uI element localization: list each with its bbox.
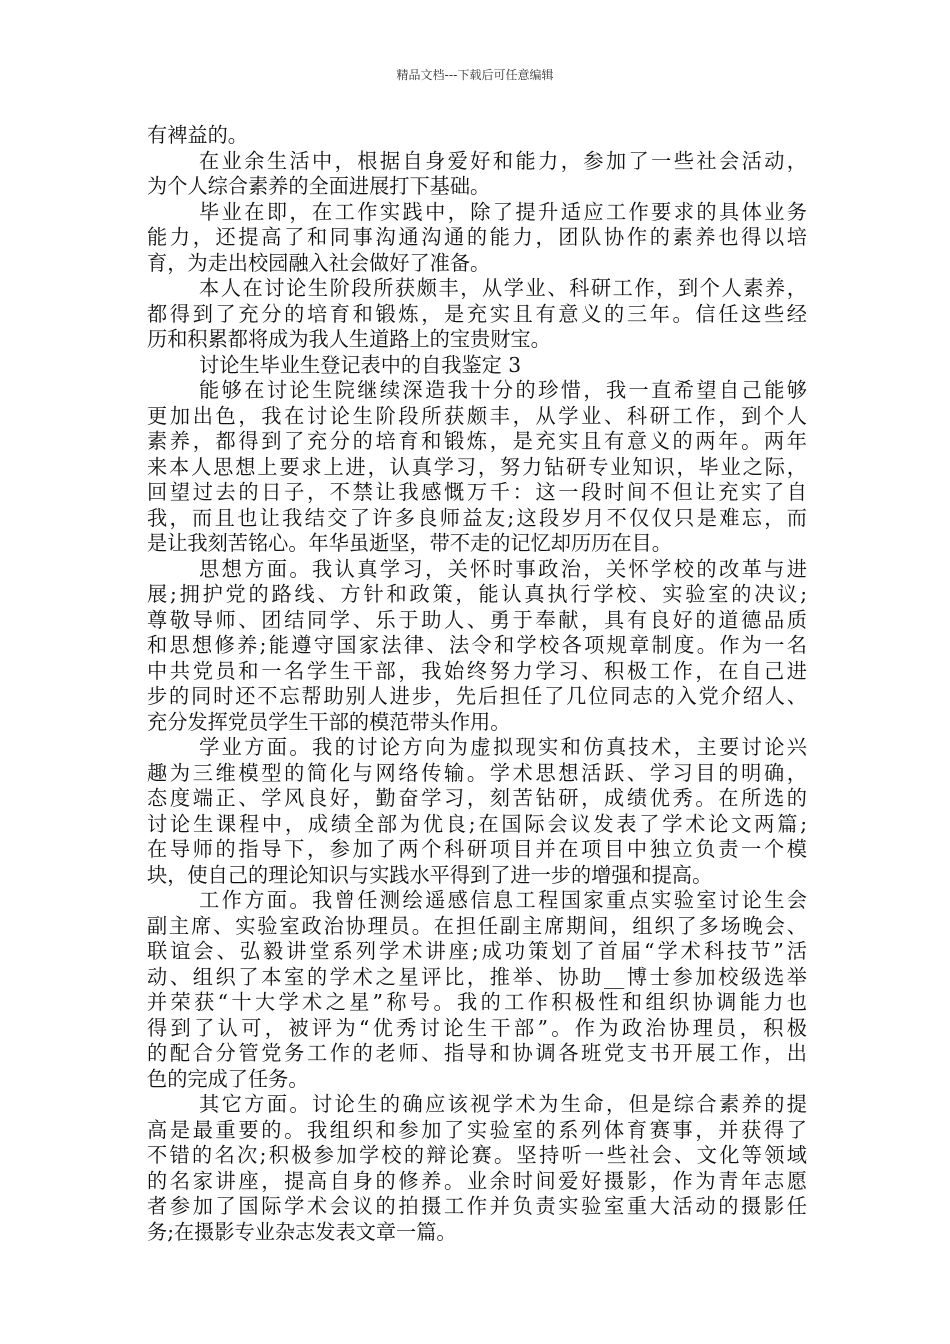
text-line: 为个人综合素养的全面进展打下基础。 bbox=[147, 174, 491, 198]
text-line: 在业余生活中，根据自身爱好和能力，参加了一些社会活动， bbox=[199, 148, 807, 173]
text-line: 讨论生课程中，成绩全部为优良;在国际会议发表了学术论文两篇; bbox=[147, 811, 807, 836]
text-line: 联谊会、弘毅讲堂系列学术讲座;成功策划了首届“学术科技节”活 bbox=[147, 939, 807, 963]
text-line: 充分发挥党员学生干部的模范带头作用。 bbox=[147, 709, 511, 734]
page-header: 精品文档---下载后可任意编辑 bbox=[396, 68, 554, 82]
text-line: 毕业在即，在工作实践中，除了提升适应工作要求的具体业务 bbox=[199, 199, 807, 224]
text-line: 展;拥护党的路线、方针和政策，能认真执行学校、实验室的决议; bbox=[147, 582, 807, 606]
text-line: 历和积累都将成为我人生道路上的宝贵财宝。 bbox=[147, 327, 551, 351]
text-line: 思想方面。我认真学习，关怀时事政治，关怀学校的改革与进 bbox=[199, 556, 807, 581]
text-line: 副主席、实验室政治协理员。在担任副主席期间，组织了多场晚会、 bbox=[147, 913, 807, 938]
text-line: 的配合分管党务工作的老师、指导和协调各班党支书开展工作，出 bbox=[147, 1041, 807, 1065]
text-line: 素养，都得到了充分的培育和锻炼，是充实且有意义的两年。两年 bbox=[147, 429, 807, 453]
text-line: 是让我刻苦铭心。年华虽逝坚，带不走的记忆却历历在目。 bbox=[147, 531, 672, 555]
text-line: 能够在讨论生院继续深造我十分的珍惜，我一直希望自己能够 bbox=[199, 378, 807, 402]
text-line: 来本人思想上要求上进，认真学习，努力钻研专业知识，毕业之际， bbox=[147, 454, 807, 479]
text-line: 更加出色，我在讨论生阶段所获颇丰，从学业、科研工作，到个人 bbox=[147, 403, 807, 428]
text-line: 得到了认可，被评为“优秀讨论生干部”。作为政治协理员，积极 bbox=[147, 1015, 807, 1040]
text-line: 其它方面。讨论生的确应该视学术为生命，但是综合素养的提 bbox=[199, 1092, 807, 1116]
text-line: 步的同时还不忘帮助别人进步，先后担任了几位同志的入党介绍人、 bbox=[147, 684, 807, 708]
text-line: 本人在讨论生阶段所获颇丰，从学业、科研工作，到个人素养， bbox=[199, 276, 807, 300]
text-line: 回望过去的日子，不禁让我感慨万千：这一段时间不但让充实了自 bbox=[147, 480, 807, 504]
text-line: 高是最重要的。我组织和参加了实验室的系列体育赛事，并获得了 bbox=[147, 1117, 807, 1142]
text-line: 都得到了充分的培育和锻炼，是充实且有意义的三年。信任这些经 bbox=[147, 301, 807, 326]
text-line: 我，而且也让我结交了许多良师益友;这段岁月不仅仅只是难忘，而 bbox=[147, 505, 807, 530]
text-line: 讨论生毕业生登记表中的自我鉴定 3 bbox=[199, 352, 522, 377]
text-line: 的名家讲座，提高自身的修养。业余时间爱好摄影，作为青年志愿 bbox=[147, 1168, 807, 1193]
text-line: 色的完成了任务。 bbox=[147, 1066, 309, 1091]
document-body bbox=[147, 123, 807, 1245]
text-line: 育，为走出校园融入社会做好了准备。 bbox=[147, 250, 491, 275]
text-line: 趣为三维模型的简化与网络传输。学术思想活跃、学习目的明确， bbox=[147, 760, 807, 785]
text-line: 动、组织了本室的学术之星评比，推举、协助__博士参加校级选举 bbox=[147, 964, 807, 989]
text-line: 不错的名次;积极参加学校的辩论赛。坚持听一些社会、文化等领域 bbox=[147, 1143, 807, 1167]
text-line: 务;在摄影专业杂志发表文章一篇。 bbox=[147, 1219, 457, 1244]
text-line: 者参加了国际学术会议的拍摄工作并负责实验室重大活动的摄影任 bbox=[147, 1194, 807, 1218]
text-line: 工作方面。我曾任测绘遥感信息工程国家重点实验室讨论生会 bbox=[199, 888, 807, 912]
text-line: 态度端正、学风良好，勤奋学习，刻苦钻研，成绩优秀。在所选的 bbox=[147, 786, 807, 810]
text-line: 中共党员和一名学生干部，我始终努力学习、积极工作，在自己进 bbox=[147, 658, 807, 683]
text-line: 尊敬导师、团结同学、乐于助人、勇于奉献，具有良好的道德品质 bbox=[147, 607, 807, 632]
text-line: 学业方面。我的讨论方向为虚拟现实和仿真技术，主要讨论兴 bbox=[199, 735, 807, 759]
text-line: 块，使自己的理论知识与实践水平得到了进一步的增强和提高。 bbox=[147, 862, 713, 887]
text-line: 能力，还提高了和同事沟通沟通的能力，团队协作的素养也得以培 bbox=[147, 225, 807, 249]
text-line: 和思想修养;能遵守国家法律、法令和学校各项规章制度。作为一名 bbox=[147, 633, 807, 657]
text-line: 有裨益的。 bbox=[147, 123, 248, 147]
text-line: 在导师的指导下，参加了两个科研项目并在项目中独立负责一个模 bbox=[147, 837, 807, 861]
text-line: 并荣获“十大学术之星”称号。我的工作积极性和组织协调能力也 bbox=[147, 990, 807, 1014]
